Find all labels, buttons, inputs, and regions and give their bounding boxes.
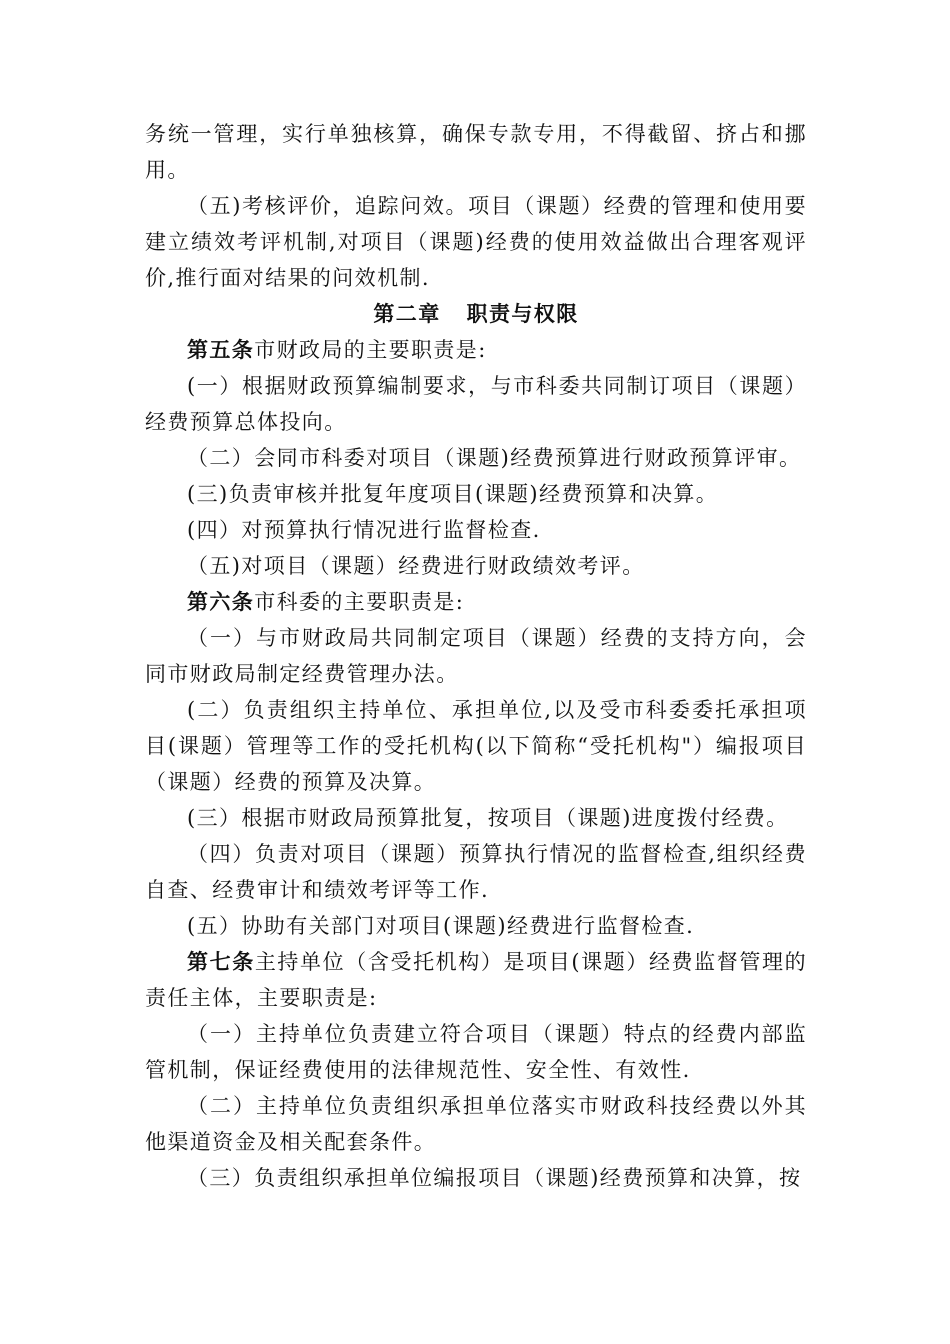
chapter-number: 第二章 [373, 301, 441, 326]
article-7-text: 主持单位（含受托机构）是项目(课题）经费监督管理的责任主体，主要职责是: [145, 950, 807, 1010]
article-6-item: (二）负责组织主持单位、承担单位,以及受市科委委托承担项目(课题）管理等工作的受托机构(以下简称“受托机构"）编报项目（课题）经费的预算及决算。 [145, 698, 807, 794]
article-5-item: (三)负责审核并批复年度项目(课题)经费预算和决算。 [187, 482, 719, 506]
article-6-item: （四）负责对项目（课题）预算执行情况的监督检查,组织经费自查、经费审计和绩效考评等工作. [145, 842, 807, 902]
paragraph-continuation: 务统一管理，实行单独核算，确保专款专用，不得截留、挤占和挪用。 [145, 122, 807, 182]
article-7-item: （二）主持单位负责组织承担单位落实市财政科技经费以外其他渠道资金及相关配套条件。 [145, 1094, 807, 1154]
article-5-item: (四）对预算执行情况进行监督检查. [187, 518, 541, 542]
article-7-label: 第七条 [187, 949, 255, 974]
article-6-intro [145, 584, 807, 620]
article-5-item: （二）会同市科委对项目（课题)经费预算进行财政预算评审。 [187, 446, 802, 470]
article-6-item: (三）根据市财政局预算批复，按项目（课题)进度拨付经费。 [187, 806, 789, 830]
article-7-item: （一）主持单位负责建立符合项目（课题）特点的经费内部监管机制，保证经费使用的法律规范性、安全性、有效性. [145, 1022, 807, 1082]
article-5-item: (一）根据财政预算编制要求，与市科委共同制订项目（课题）经费预算总体投向。 [145, 374, 807, 434]
article-7-item: （三）负责组织承担单位编报项目（课题)经费预算和决算，按 [187, 1166, 802, 1190]
article-5-text: 市财政局的主要职责是: [254, 338, 487, 362]
article-6-label: 第六条 [187, 589, 255, 614]
paragraph-item-5-evaluation: （五)考核评价，追踪问效。项目（课题）经费的管理和使用要建立绩效考评机制,对项目（课题)经费的使用效益做出合理客观评价,推行面对结果的问效机制. [145, 194, 807, 290]
document-page [145, 116, 807, 1196]
article-5-label: 第五条 [187, 337, 255, 362]
article-6-text: 市科委的主要职责是: [254, 590, 465, 614]
article-6-item: （一）与市财政局共同制定项目（课题）经费的支持方向，会同市财政局制定经费管理办法。 [145, 626, 807, 686]
article-5-intro [145, 332, 807, 368]
article-7-intro [145, 944, 807, 1016]
article-6-item: (五）协助有关部门对项目(课题)经费进行监督检查. [187, 914, 695, 938]
chapter-title: 职责与权限 [466, 301, 579, 326]
article-5-item: （五)对项目（课题）经费进行财政绩效考评。 [187, 554, 645, 578]
chapter-heading [145, 296, 807, 332]
